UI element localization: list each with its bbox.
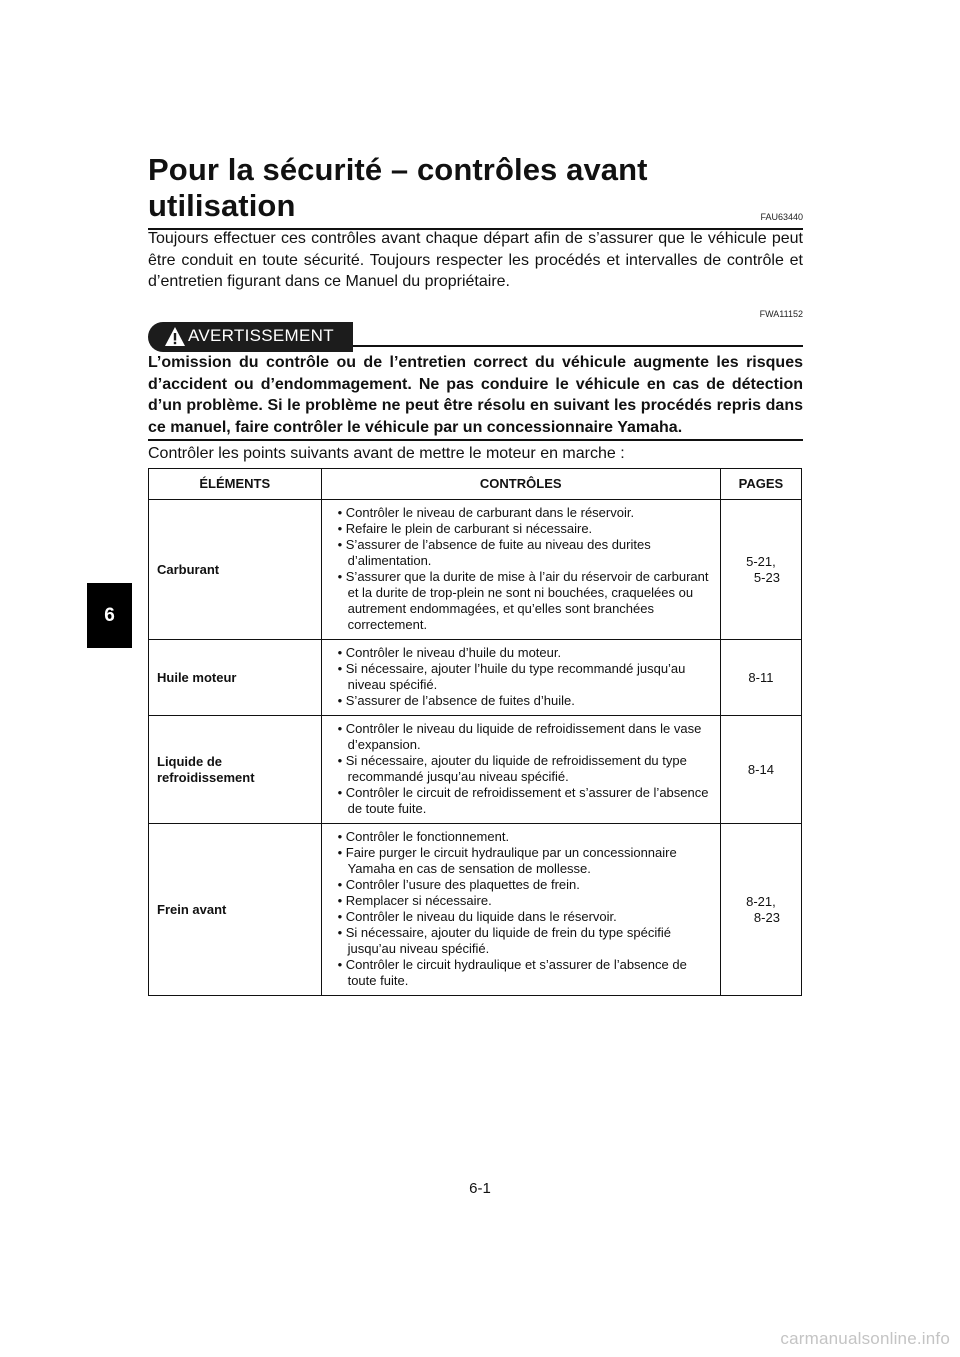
- row-pages: [720, 640, 801, 716]
- warning-triangle-icon: [164, 326, 186, 347]
- table-row: [149, 640, 802, 716]
- check-item: • S’assurer de l’absence de fuites d’huile.: [337, 693, 575, 708]
- section-code: FAU63440: [760, 212, 803, 222]
- page-number: 6-1: [469, 1180, 491, 1197]
- check-item: • Faire purger le circuit hydraulique par un concessionnaire Yamaha en cas de sensation de mollesse.: [337, 845, 677, 876]
- check-item: • Contrôler l’usure des plaquettes de frein.: [337, 877, 580, 892]
- checks-table: [148, 468, 802, 996]
- row-element: Liquide de refroidissement: [149, 716, 322, 824]
- page-ref: 8-11: [748, 669, 774, 685]
- check-item: • Si nécessaire, ajouter l’huile du type recommandé jusqu’au niveau spécifié.: [337, 661, 686, 692]
- row-pages: [720, 824, 801, 996]
- warning-text: L’omission du contrôle ou de l’entretien correct du véhicule augmente les risques d’accident ou d’endommagement. Ne pas conduire le véhicule en cas de détection d’un problème. Si le problème ne peut être résolu en suivant les procédés repris dans ce manuel, faire contrôler le véhicule par un concessionnaire Yamaha.: [148, 354, 803, 436]
- row-element: Carburant: [149, 500, 322, 640]
- check-item: • Contrôler le niveau d’huile du moteur.: [337, 645, 562, 660]
- warning-header: [148, 322, 803, 352]
- check-item: • Contrôler le niveau de carburant dans le réservoir.: [337, 505, 635, 520]
- page-ref: 5-21,: [746, 553, 776, 569]
- warning-label: AVERTISSEMENT: [188, 326, 334, 345]
- header-pages: PAGES: [720, 469, 801, 500]
- warning-rule: [353, 345, 803, 347]
- check-item: • Contrôler le circuit hydraulique et s’assurer de l’absence de toute fuite.: [337, 957, 687, 988]
- check-item: • Remplacer si nécessaire.: [337, 893, 492, 908]
- check-item: • Si nécessaire, ajouter du liquide de frein du type spécifié jusqu’au niveau spécifié.: [337, 925, 671, 956]
- check-item: • Contrôler le niveau du liquide de refroidissement dans le vase d’expansion.: [337, 721, 702, 752]
- row-pages: [720, 500, 801, 640]
- row-checks: [321, 500, 720, 640]
- check-item: • S’assurer que la durite de mise à l’air du réservoir de carburant et la durite de trop-plein ne sont ni bouchées, craquelées ou autrement endommagées, et qu’elles sont branchées correctement.: [337, 569, 709, 632]
- row-checks: [321, 824, 720, 996]
- row-element: Huile moteur: [149, 640, 322, 716]
- header-elements: ÉLÉMENTS: [149, 469, 322, 500]
- watermark: carmanualsonline.info: [780, 1329, 950, 1348]
- check-item: • Contrôler le fonctionnement.: [337, 829, 510, 844]
- table-row: [149, 824, 802, 996]
- row-element: Frein avant: [149, 824, 322, 996]
- row-checks: [321, 640, 720, 716]
- check-item: • Si nécessaire, ajouter du liquide de refroidissement du type recommandé jusqu’au niveau spécifié.: [337, 753, 687, 784]
- table-lead-text: Contrôler les points suivants avant de mettre le moteur en marche :: [148, 445, 625, 462]
- page-ref: 8-21,: [746, 893, 776, 909]
- page-ref: 8-14: [747, 761, 774, 777]
- check-item: • Contrôler le niveau du liquide dans le réservoir.: [337, 909, 617, 924]
- warning-badge: [148, 322, 353, 352]
- warning-end-rule: [148, 439, 803, 441]
- header-controls: CONTRÔLES: [321, 469, 720, 500]
- row-pages: [720, 716, 801, 824]
- page-ref: 8-23: [753, 909, 780, 925]
- chapter-tab: 6: [87, 583, 132, 648]
- table-row: [149, 716, 802, 824]
- table-header-row: [149, 469, 802, 500]
- warning-code: FWA11152: [759, 309, 803, 319]
- page-title: Pour la sécurité – contrôles avant utilisation: [148, 152, 803, 230]
- check-item: • S’assurer de l’absence de fuite au niveau des durites d’alimentation.: [337, 537, 651, 568]
- page-ref: 5-23: [753, 569, 780, 585]
- intro-paragraph: Toujours effectuer ces contrôles avant chaque départ afin de s’assurer que le véhicule peut être conduit en toute sécurité. Toujours respecter les procédés et intervalles de contrôle et d’entretien figurant dans ce Manuel du propriétaire.: [148, 230, 803, 290]
- check-item: • Refaire le plein de carburant si nécessaire.: [337, 521, 593, 536]
- table-row: [149, 500, 802, 640]
- row-checks: [321, 716, 720, 824]
- check-item: • Contrôler le circuit de refroidissement et s’assurer de l’absence de toute fuite.: [337, 785, 709, 816]
